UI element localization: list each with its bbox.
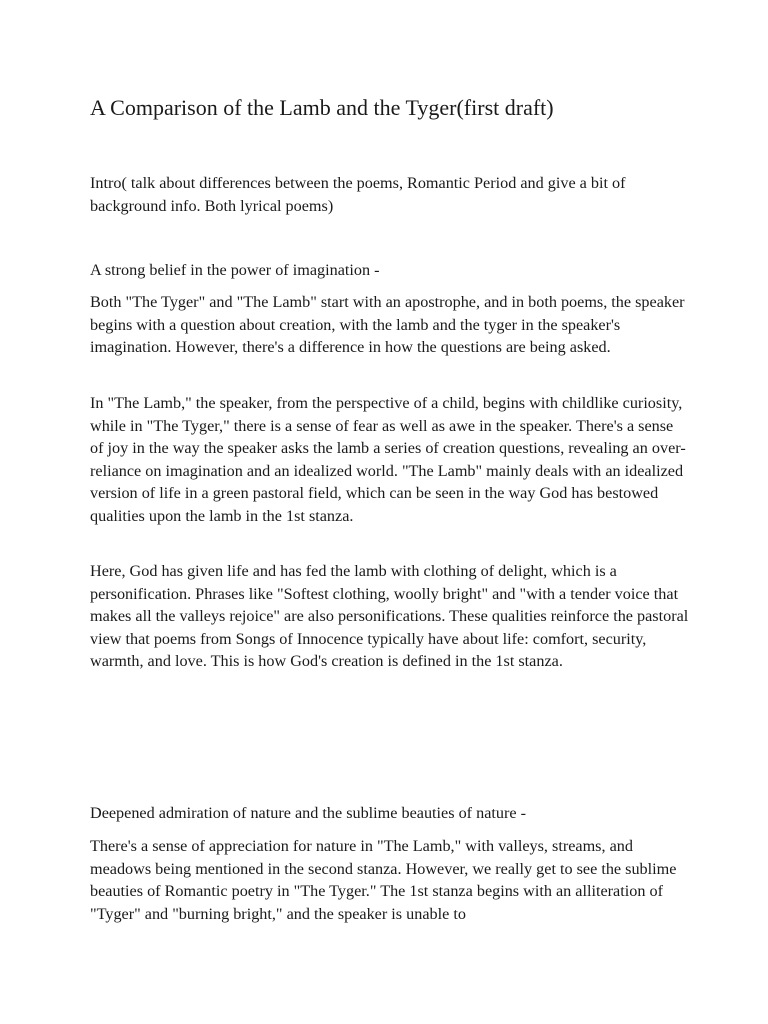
body-paragraph: In "The Lamb," the speaker, from the perspective of a child, begins with childlike curiosity, while in "The Tyger," there is a sense of fear as well as awe in the speaker. There's a sense of joy in the way the speaker asks the lamb a series of creation questions, revealing an over-reliance on imagination and an idealized world. "The Lamb" mainly deals with an idealized version of life in a green pastoral field, which can be seen in the way God has bestowed qualities upon the lamb in the 1st stanza.	[90, 394, 686, 525]
section-heading-imagination: A strong belief in the power of imagination -	[90, 261, 380, 279]
body-paragraph: There's a sense of appreciation for nature in "The Lamb," with valleys, streams, and meadows being mentioned in the second stanza. However, we really get to see the sublime beauties of Romantic poetry in "The Tyger." The 1st stanza begins with an alliteration of "Tyger" and "burning bright," and the speaker is unable to	[90, 837, 677, 923]
body-paragraph: Both "The Tyger" and "The Lamb" start with an apostrophe, and in both poems, the speaker begins with a question about creation, with the lamb and the tyger in the speaker's imagination. However, there's a difference in how the questions are being asked.	[90, 293, 685, 356]
body-paragraph: Here, God has given life and has fed the lamb with clothing of delight, which is a personification. Phrases like "Softest clothing, woolly bright" and "with a tender voice that makes all the valleys rejoice" are also personifications. These qualities reinforce the pastoral view that poems from Songs of Innocence typically have about life: comfort, security, warmth, and love. This is how God's creation is defined in the 1st stanza.	[90, 562, 689, 670]
section-heading-nature: Deepened admiration of nature and the sublime beauties of nature -	[90, 804, 526, 822]
intro-paragraph: Intro( talk about differences between the poems, Romantic Period and give a bit of background info. Both lyrical poems)	[90, 174, 626, 215]
document-title: A Comparison of the Lamb and the Tyger(first draft)	[90, 95, 554, 120]
